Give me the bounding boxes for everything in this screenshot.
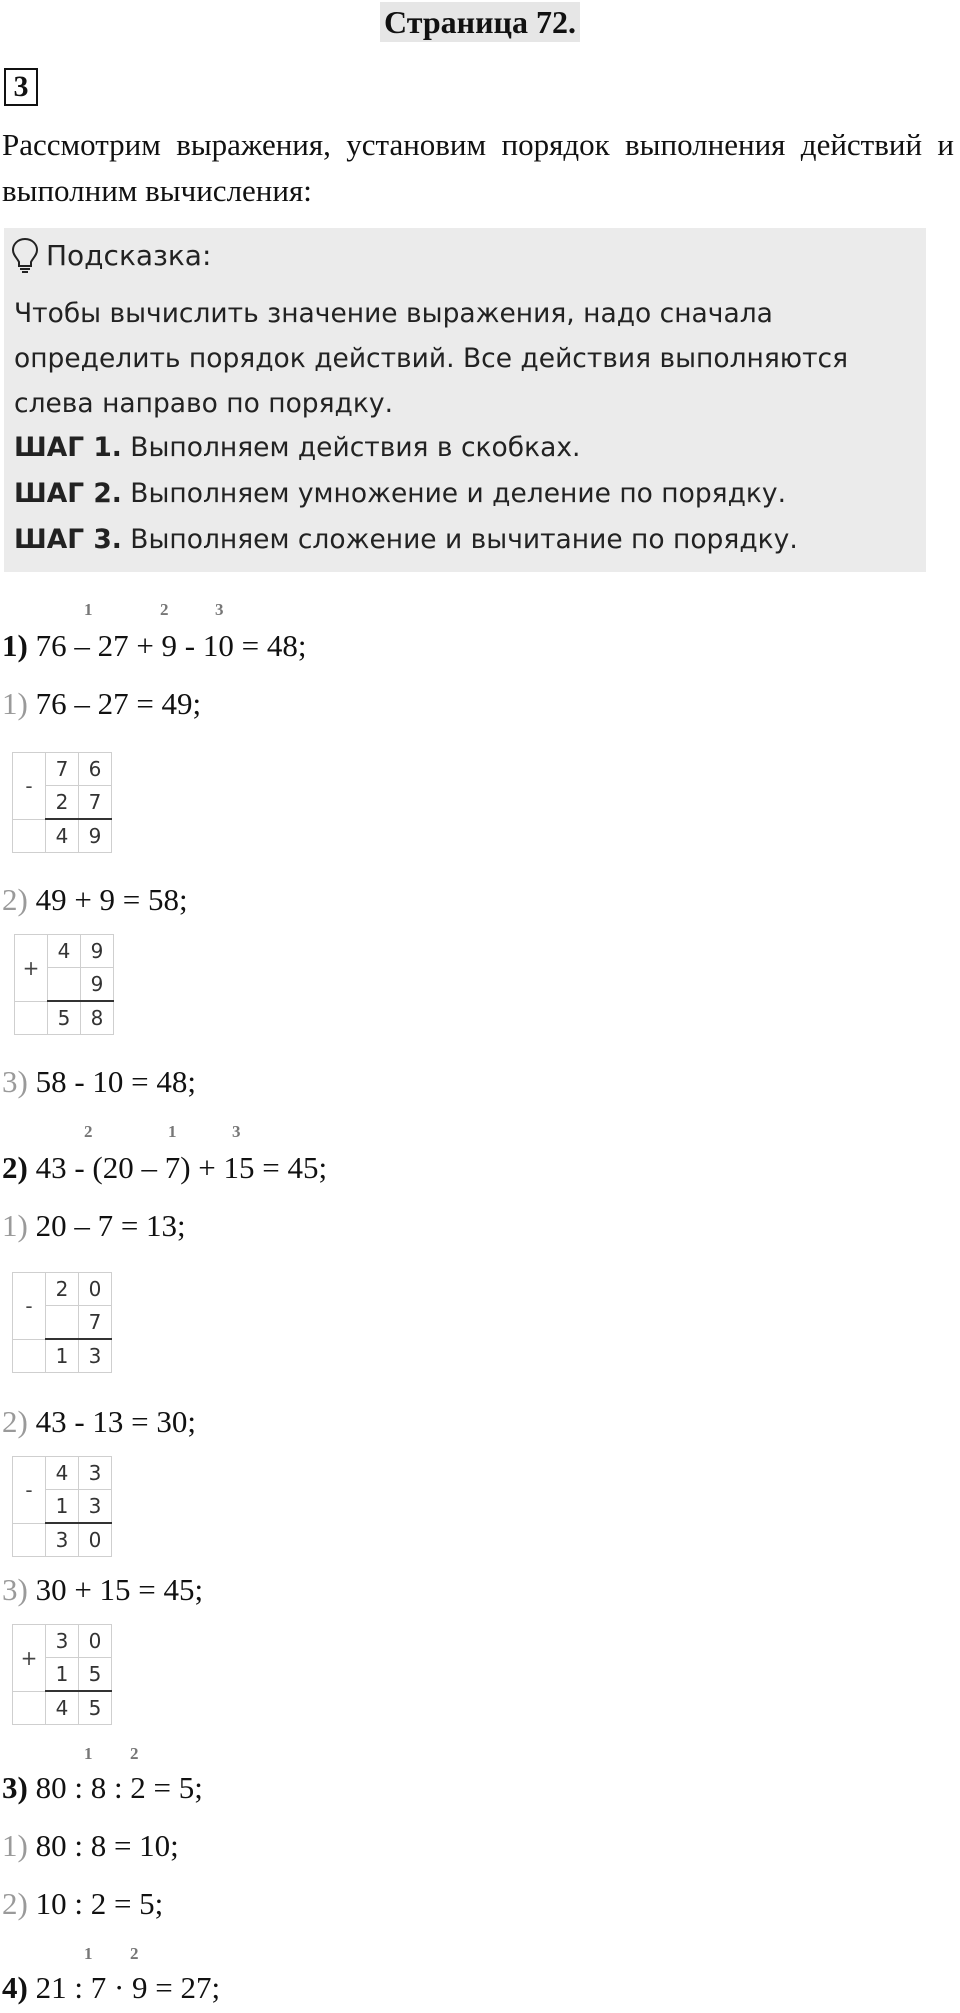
operation-sign: - [13,753,46,820]
calc-step: 2) 10 : 2 = 5; [2,1886,164,1921]
column-calculation [14,934,114,1035]
order-mark: 1 [84,600,93,619]
hint-step: ШАГ 2. Выполняем умножение и деление по порядку. [14,478,787,509]
digit-cell: 2 [46,1273,79,1306]
digit-cell: 5 [79,1691,112,1725]
digit-cell: 7 [79,786,112,820]
order-mark: 2 [84,1122,93,1141]
column-calculation [12,1272,112,1373]
digit-cell: 7 [46,753,79,786]
order-mark: 2 [160,600,169,619]
order-mark: 1 [168,1122,177,1141]
column-calculation [12,752,112,853]
intro-text: Рассмотрим выражения, установим порядок выполнения действий и выполним вычисления: [2,127,954,208]
digit-cell: 3 [46,1625,79,1658]
calc-step: 1) 80 : 8 = 10; [2,1828,179,1863]
digit-cell: 4 [46,819,79,853]
digit-cell: 3 [46,1523,79,1557]
column-calculation [12,1456,112,1557]
order-mark: 2 [130,1744,139,1763]
operation-sign: - [13,1457,46,1524]
calc-step: 2) 49 + 9 = 58; [2,882,188,917]
digit-cell: 0 [79,1523,112,1557]
digit-cell: 2 [46,786,79,820]
digit-cell: 0 [79,1625,112,1658]
hint-box [4,228,926,572]
calc-step: 1) 76 – 27 = 49; [2,686,202,721]
digit-cell: 1 [46,1658,79,1692]
digit-cell [48,968,81,1002]
hint-line: Чтобы вычислить значение выражения, надо сначала [14,298,773,329]
calc-step: 3) 58 - 10 = 48; [2,1064,196,1099]
column-calculation [12,1624,112,1725]
digit-cell: 6 [79,753,112,786]
digit-cell: 4 [46,1457,79,1490]
hint-line: определить порядок действий. Все действия выполняются [14,343,849,374]
digit-cell: 5 [79,1658,112,1692]
digit-cell: 0 [79,1273,112,1306]
hint-step: ШАГ 1. Выполняем действия в скобках. [14,432,581,463]
digit-cell: 9 [79,819,112,853]
operation-sign: + [15,935,48,1002]
digit-cell: 3 [79,1339,112,1373]
problem-expression: 3) 80 : 8 : 2 = 5; [2,1770,203,1805]
digit-cell: 4 [48,935,81,968]
digit-cell: 4 [46,1691,79,1725]
problem-expression: 1) 76 – 27 + 9 - 10 = 48; [2,628,307,663]
problem-expression: 2) 43 - (20 – 7) + 15 = 45; [2,1150,328,1185]
hint-step: ШАГ 3. Выполняем сложение и вычитание по порядку. [14,524,798,555]
digit-cell: 1 [46,1339,79,1373]
digit-cell: 9 [81,968,114,1002]
operation-sign: + [13,1625,46,1692]
digit-cell: 3 [79,1457,112,1490]
calc-step: 1) 20 – 7 = 13; [2,1208,186,1243]
hint-line: слева направо по порядку. [14,388,393,419]
digit-cell: 3 [79,1490,112,1524]
digit-cell: 9 [81,935,114,968]
order-mark: 3 [215,600,224,619]
calc-step: 3) 30 + 15 = 45; [2,1572,204,1607]
digit-cell: 7 [79,1306,112,1340]
hint-header [10,236,211,274]
order-mark: 2 [130,1944,139,1963]
digit-cell: 1 [46,1490,79,1524]
digit-cell [46,1306,79,1340]
order-mark: 1 [84,1944,93,1963]
order-mark: 3 [232,1122,241,1141]
order-mark: 1 [84,1744,93,1763]
operation-sign: - [13,1273,46,1340]
task-number-box: 3 [4,68,38,106]
page-title: Страница 72. [0,4,960,41]
digit-cell: 5 [48,1001,81,1035]
problem-expression: 4) 21 : 7 · 9 = 27; [2,1970,221,2005]
hint-title: Подсказка: [46,238,212,272]
calc-step: 2) 43 - 13 = 30; [2,1404,196,1439]
digit-cell: 8 [81,1001,114,1035]
lightbulb-icon [10,236,40,274]
